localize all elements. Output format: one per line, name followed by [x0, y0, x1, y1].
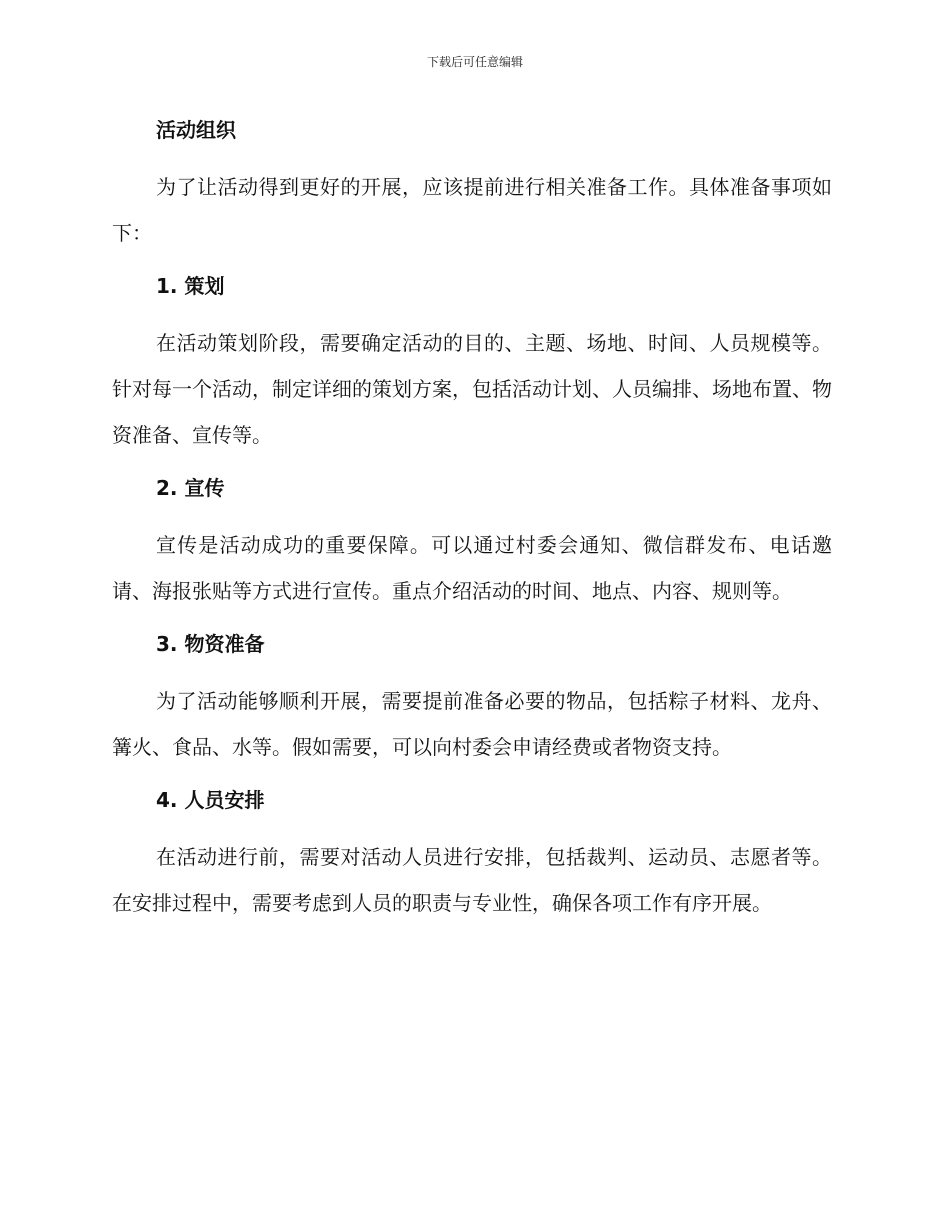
section-body-planning: 在活动策划阶段，需要确定活动的目的、主题、场地、时间、人员规模等。针对每一个活动，制定详细的策划方案，包括活动计划、人员编排、场地布置、物资准备、宣传等。 [112, 331, 832, 447]
section-body-staffing: 在活动进行前，需要对活动人员进行安排，包括裁判、运动员、志愿者等。在安排过程中，需要考虑到人员的职责与专业性，确保各项工作有序开展。 [112, 845, 832, 915]
section-heading-supplies: 3. 物资准备 [156, 632, 265, 656]
section-heading-publicity: 2. 宣传 [156, 476, 225, 500]
section-heading-planning: 1. 策划 [156, 274, 225, 298]
section-heading-staffing: 4. 人员安排 [156, 788, 265, 812]
document-title: 活动组织 [156, 118, 236, 142]
section-body-publicity: 宣传是活动成功的重要保障。可以通过村委会通知、微信群发布、电话邀请、海报张贴等方式进行宣传。重点介绍活动的时间、地点、内容、规则等。 [112, 533, 832, 603]
page-header: 下载后可任意编辑 [426, 55, 523, 69]
document-body [112, 110, 832, 926]
section-body-supplies: 为了活动能够顺利开展，需要提前准备必要的物品，包括粽子材料、龙舟、篝火、食品、水等。假如需要，可以向村委会申请经费或者物资支持。 [112, 689, 832, 759]
intro-paragraph: 为了让活动得到更好的开展，应该提前进行相关准备工作。具体准备事项如下： [112, 175, 832, 245]
